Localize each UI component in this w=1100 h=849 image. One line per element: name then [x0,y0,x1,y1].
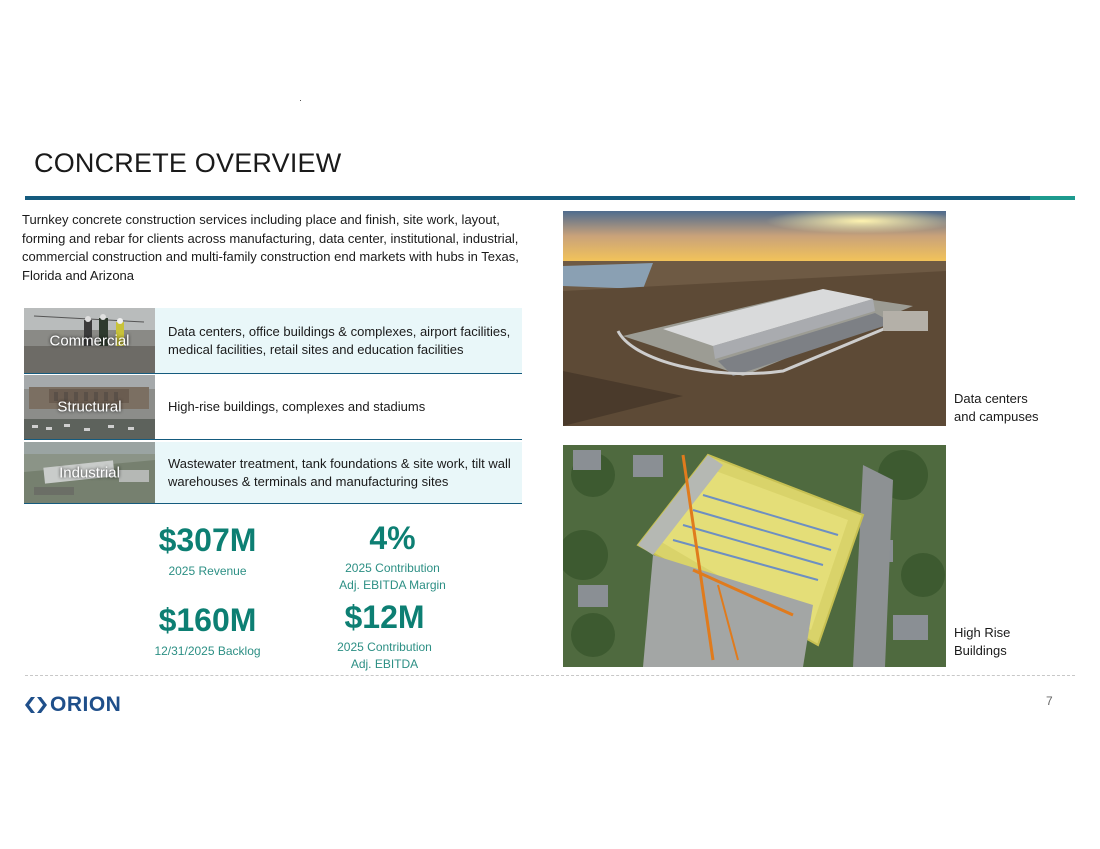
metric-label: Adj. EBITDA Margin [339,578,446,592]
intro-text: Turnkey concrete construction services including place and finish, site work, layout, forming and rebar for clients across manufacturing, data center, institutional, industrial, commercial construction and multi-family construction end markets with hubs in Texas, Florida and Arizona [22,212,519,283]
orion-logo [25,693,121,717]
segment-image-label: Industrial [59,464,120,481]
caption-data-centers [954,390,1039,426]
metric-value: $12M [344,599,425,635]
caption-line: Buildings [954,643,1007,658]
segment-description: Data centers, office buildings & complexes, airport facilities, medical facilities, retail sites and education facilities [168,323,511,357]
commercial-image [24,308,155,373]
data-center-image [563,211,946,426]
metric-label: 12/31/2025 Backlog [154,644,261,658]
segment-description: Wastewater treatment, tank foundations & site work, tilt wall warehouses & terminals and manufacturing sites [168,455,511,489]
segment-row-structural [24,375,522,440]
metric-label: Adj. EBITDA [350,657,419,671]
structural-image [24,375,155,439]
industrial-image [24,442,155,503]
segment-row-industrial [24,442,522,504]
metric-value: $307M [158,522,257,558]
metric-backlog [130,602,285,660]
caption-line: High Rise [954,625,1011,640]
caption-line: Data centers [954,391,1028,406]
title-rule-accent [1030,196,1075,200]
title-rule [25,196,1030,200]
data-center-photo [563,211,946,426]
high-rise-image [563,445,946,667]
segment-image-label: Structural [57,398,122,416]
footer-rule [25,675,1075,676]
caption-high-rise [954,624,1010,660]
metric-value: 4% [369,520,416,556]
high-rise-photo [563,445,946,667]
page-number: 7 [1046,694,1053,708]
stray-dot [300,100,301,101]
metric-label: 2025 Revenue [168,564,247,578]
segment-row-commercial [24,308,522,374]
segment-image-label: Commercial [49,332,130,349]
metric-label: 2025 Contribution [337,640,432,654]
caption-line: and campuses [954,409,1039,424]
orion-logo-icon [25,695,47,715]
metric-revenue [130,522,285,580]
metric-label: 2025 Contribution [345,561,440,575]
segment-description: High-rise buildings, complexes and stadiums [168,399,426,414]
metric-margin [315,520,470,594]
metric-value: $160M [158,602,257,638]
page-title: CONCRETE OVERVIEW [34,148,342,178]
metric-ebitda [307,599,462,673]
logo-wordmark: ORION [50,693,122,716]
